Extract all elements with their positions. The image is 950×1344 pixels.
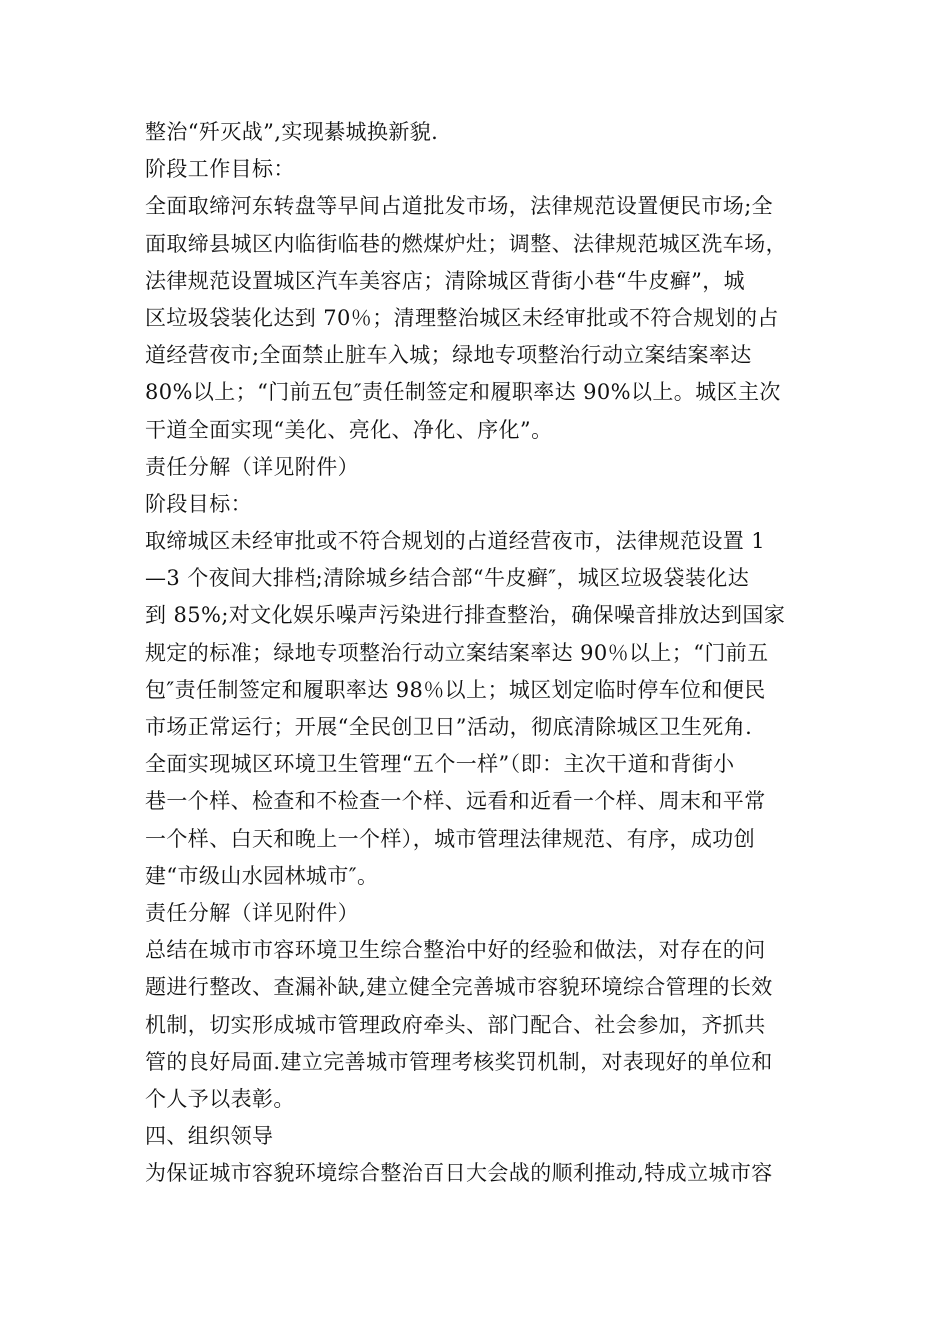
text-line: 到 85%;对文化娱乐噪声污染进行排查整治，确保噪音排放达到国家 [145, 603, 786, 628]
section-heading: 责任分解（详见附件） [145, 900, 359, 925]
text-line: 干道全面实现“美化、亮化、净化、序化”。 [145, 417, 553, 442]
section-heading: 四、组织领导 [145, 1124, 274, 1149]
text-line: 个人予以表彰。 [145, 1086, 295, 1111]
text-line: 管的良好局面.建立完善城市管理考核奖罚机制，对表现好的单位和 [145, 1049, 773, 1074]
text-line: 市场正常运行；开展“全民创卫日”活动，彻底清除城区卫生死角. [145, 715, 753, 739]
text-line: —3 个夜间大排档;清除城乡结合部“牛皮癣″，城区垃圾袋装化达 [145, 566, 750, 591]
text-line: 80%以上；“门前五包″责任制签定和履职率达 90%以上。城区主次 [145, 380, 781, 405]
text-line: 总结在城市市容环境卫生综合整治中好的经验和做法，对存在的问 [145, 938, 766, 963]
text-line: 一个样、白天和晚上一个样），城市管理法律规范、有序，成功创 [145, 826, 756, 851]
text-line: 全面实现城区环境卫生管理“五个一样”（即：主次干道和背街小 [145, 752, 735, 777]
text-line: 巷一个样、检查和不检查一个样、远看和近看一个样、周末和平常 [145, 789, 766, 814]
text-line: 全面取缔河东转盘等早间占道批发市场，法律规范设置便民市场;全 [145, 194, 774, 219]
text-line: 区垃圾袋装化达到 70％；清理整治城区未经审批或不符合规划的占 [145, 305, 779, 330]
text-line: 取缔城区未经审批或不符合规划的占道经营夜市，法律规范设置 1 [145, 529, 766, 554]
text-line: 整治“歼灭战”,实现綦城换新貌. [145, 120, 439, 144]
document-body [145, 114, 810, 1192]
section-heading: 阶段工作目标： [145, 157, 295, 182]
text-line: 机制，切实形成城市管理政府牵头、部门配合、社会参加，齐抓共 [145, 1012, 766, 1037]
section-heading: 责任分解（详见附件） [145, 454, 359, 479]
text-line: 包″责任制签定和履职率达 98％以上；城区划定临时停车位和便民 [145, 677, 766, 702]
text-line: 建“市级山水园林城市″。 [145, 863, 379, 888]
text-line: 题进行整改、查漏补缺,建立健全完善城市容貌环境综合管理的长效 [145, 975, 773, 1000]
text-line: 道经营夜市;全面禁止脏车入城；绿地专项整治行动立案结案率达 [145, 343, 752, 368]
text-line: 面取缔县城区内临街临巷的燃煤炉灶；调整、法律规范城区洗车场， [145, 231, 787, 256]
section-heading: 阶段目标： [145, 491, 252, 516]
text-line: 为保证城市容貌环境综合整治百日大会战的顺利推动,特成立城市容 [145, 1161, 773, 1186]
text-line: 规定的标准；绿地专项整治行动立案结案率达 90％以上；“门前五 [145, 640, 769, 665]
text-line: 法律规范设置城区汽车美容店；清除城区背街小巷“牛皮癣”，城 [145, 268, 746, 293]
